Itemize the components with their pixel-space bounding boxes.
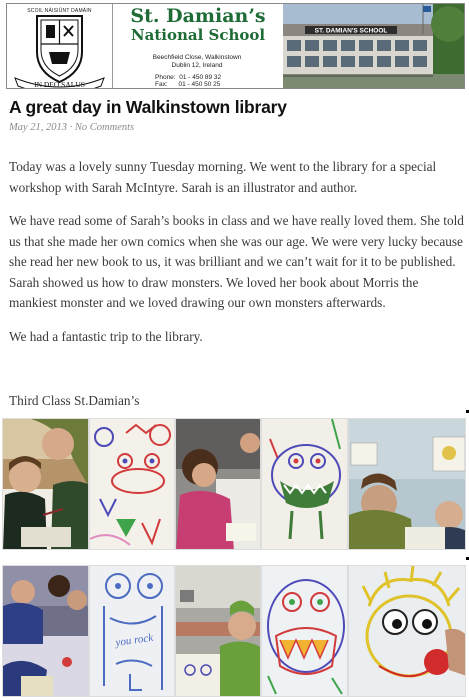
gallery-photo[interactable] (175, 565, 261, 697)
post-paragraph: Today was a lovely sunny Tuesday morning. We went to the library for a special workshop with Sarah McIntyre. Sarah is an illustrator and author. (9, 159, 437, 195)
gallery-photo[interactable] (89, 418, 175, 550)
crest-panel (7, 4, 113, 88)
school-contact (155, 74, 275, 88)
gallery-photo[interactable] (348, 565, 466, 697)
school-name: St. Damian’s (130, 5, 266, 27)
post-body (9, 157, 464, 360)
gallery-photo[interactable] (261, 418, 348, 550)
comments-link[interactable]: No Comments (74, 122, 135, 133)
post-meta (9, 122, 134, 133)
fax-number: Fax: 01 - 450 50 25 (155, 81, 221, 88)
photo-gallery-row-2 (2, 565, 466, 697)
gallery-photo[interactable] (89, 565, 175, 697)
meta-separator: · (67, 122, 75, 133)
gallery-photo[interactable] (2, 418, 89, 550)
gallery-photo[interactable] (261, 565, 348, 697)
school-building-photo (283, 4, 465, 88)
post-signature: Third Class St.Damian’s (9, 393, 140, 408)
school-subtitle: National School (130, 26, 266, 44)
crest-motto-top: SCOIL NÁISIÚNT DAMÁIN (27, 8, 92, 14)
crest-motto-bottom: IN DEO SALUS (34, 80, 85, 88)
post-paragraph: We have read some of Sarah’s books in class and we have really loved them. She told us that she made her own comics when she was our age. We were very lucky because she read her new book to us, it was brilliant and we can’t wait for it to be published. Sarah showed us how to draw monsters. We loved her book about Morris the mankiest monster and we loved drawing our own monsters afterwards. (9, 213, 464, 310)
photo-gallery-row-1 (2, 418, 466, 550)
school-crest-icon (13, 12, 106, 88)
post-title[interactable]: A great day in Walkinstown library (9, 97, 287, 117)
school-title-block (113, 6, 283, 44)
drawing-note: you rock (114, 631, 154, 649)
gallery-photo[interactable] (175, 418, 261, 550)
address-line-1: Beechfield Close, Walkinstown (152, 54, 242, 61)
school-banner[interactable] (6, 3, 465, 89)
post-date: May 21, 2013 (9, 122, 68, 133)
gallery-photo[interactable] (2, 565, 89, 697)
gallery-photo[interactable] (348, 418, 466, 550)
address-line-2: Dublin 12, Ireland (171, 62, 223, 69)
building-sign: ST. DAMIAN'S SCHOOL (314, 27, 388, 35)
phone-number: Phone: 01 - 450 89 32 (155, 74, 222, 81)
post-paragraph: We had a fantastic trip to the library. (9, 328, 203, 344)
school-address (119, 54, 275, 70)
